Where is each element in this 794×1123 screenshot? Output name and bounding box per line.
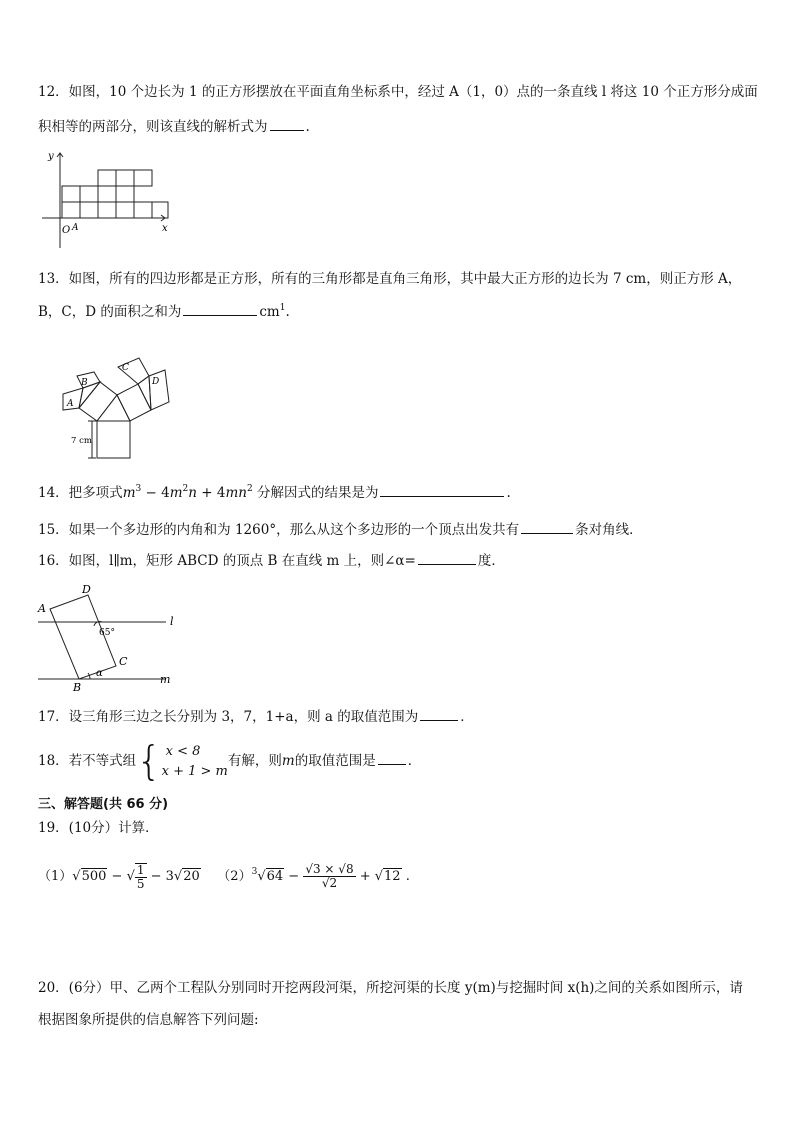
q12-y-label: y (48, 151, 54, 162)
q14-answer-blank[interactable] (380, 483, 504, 497)
svg-text:B: B (73, 681, 82, 694)
q15: 15．如果一个多边形的内角和为 1260°，那么从这个多边形的一个顶点出发共有 条对角线． (38, 522, 643, 538)
q15-answer-blank[interactable] (521, 520, 573, 534)
q12-line2: 积相等的两部分，则该直线的解析式为 . (38, 119, 310, 135)
q12-x-label: x (162, 223, 168, 234)
svg-text:A: A (67, 399, 74, 409)
svg-text:D: D (152, 377, 160, 387)
q20-line1: 20．(6分）甲、乙两个工程队分别同时开挖两段河渠，所挖河渠的长度 y(m)与挖掘时间 x(h)之间的关系如图所示，请 (38, 980, 743, 996)
q16-answer-blank[interactable] (418, 551, 476, 565)
q13-answer-blank[interactable] (183, 302, 257, 316)
q12-origin-label: O (62, 225, 71, 236)
q20-line2: 根据图象所提供的信息解答下列问题: (38, 1012, 259, 1028)
q18-answer-blank[interactable] (378, 751, 406, 765)
q12-line1: 12．如图，10 个边长为 1 的正方形摆放在平面直角坐标系中，经过 A（1，0）点的一条直线 l 将这 10 个正方形分成面 (38, 84, 758, 100)
q12-figure (40, 148, 180, 253)
svg-text:A: A (38, 602, 46, 615)
svg-text:l: l (170, 615, 174, 628)
q14: 14．把多项式$m^3 - 4m^2n + 4mn^2$ 分解因式的结果是为 . (38, 484, 511, 501)
svg-text:B: B (81, 378, 88, 388)
q17: 17．设三角形三边之长分别为 3，7，1+a，则 a 的取值范围为 ． (38, 709, 474, 725)
section-3-heading: 三、解答题(共 66 分) (38, 797, 169, 812)
q18-system: x < 8 x + 1 > m (161, 743, 228, 779)
q12-answer-blank[interactable] (270, 117, 304, 131)
q12-a-label: A (72, 223, 79, 233)
q19-title: 19．(10分）计算． (38, 820, 159, 836)
svg-text:m: m (160, 673, 171, 686)
q13-line2: B，C，D 的面积之和为 $cm^1$. (38, 303, 290, 320)
q13-line1: 13．如图，所有的四边形都是正方形，所有的三角形都是直角三角形，其中最大正方形的边长为 7 cm，则正方形 A， (38, 271, 742, 287)
q13-square-d (149, 370, 169, 410)
q19-expressions: （1）√500 − √ $\frac{1}{5}$ − 3√20 $(2)^3√64$ − $\frac{√3 \times √8}{√2}$ + √12 . (38, 862, 410, 891)
q13-big-square (97, 421, 130, 458)
q16: 16．如图，l∥m，矩形 ABCD 的顶点 B 在直线 m 上，则∠α= 度． (38, 553, 505, 569)
q13-length-label: 7 cm (71, 436, 92, 446)
svg-text:C: C (122, 363, 129, 373)
q16-angle-label: 65° (99, 628, 115, 638)
q16-alpha-label: α (96, 668, 103, 679)
svg-text:D: D (82, 583, 91, 596)
q16-figure (36, 580, 176, 692)
q18: 18．若不等式组{ x < 8 x + 1 > m 有解，则m的取值范围是 ． (38, 738, 422, 785)
svg-text:C: C (119, 655, 128, 668)
q17-answer-blank[interactable] (420, 707, 458, 721)
q12-line2-text: 积相等的两部分，则该直线的解析式为 (38, 119, 268, 135)
q13-figure (55, 350, 180, 462)
